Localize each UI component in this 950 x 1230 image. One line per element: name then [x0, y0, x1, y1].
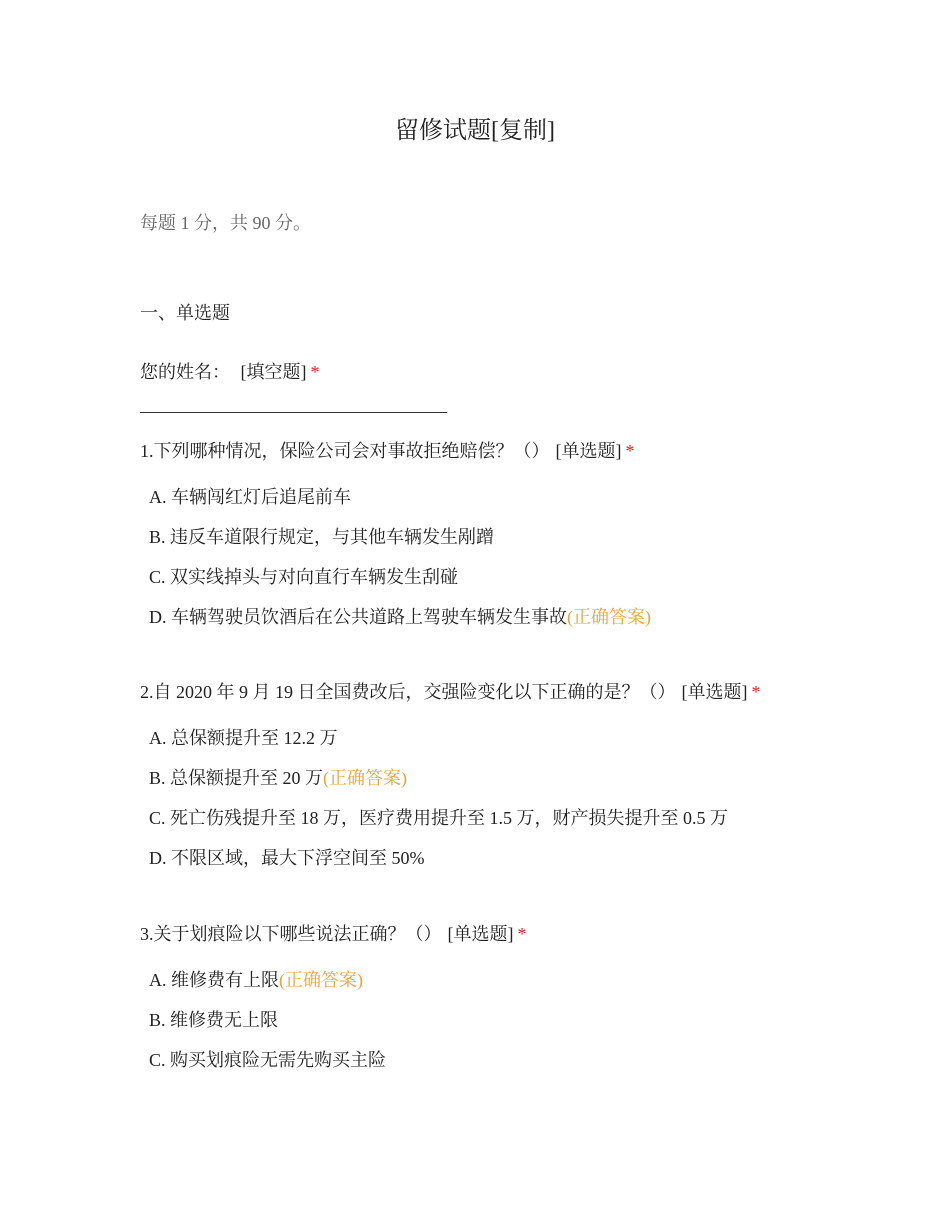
option-list [140, 726, 900, 870]
intro-text: 每题 1 分，共 90 分。 [140, 213, 311, 233]
required-mark: * [517, 924, 527, 944]
option-list [140, 485, 900, 629]
option-d[interactable] [149, 605, 900, 629]
question-title [140, 439, 900, 463]
option-c[interactable] [149, 806, 900, 830]
question-3 [140, 922, 900, 1088]
option-label: A. 维修费有上限 [149, 970, 279, 990]
option-c[interactable] [149, 1048, 900, 1072]
option-label: A. 车辆闯红灯后追尾前车 [149, 487, 351, 507]
option-a[interactable] [149, 485, 900, 509]
name-question-type: [填空题] [240, 362, 307, 382]
question-type: [单选题] [447, 924, 514, 944]
option-label: C. 购买划痕险无需先购买主险 [149, 1050, 387, 1070]
option-label: D. 车辆驾驶员饮酒后在公共道路上驾驶车辆发生事故 [149, 607, 567, 627]
name-question-label: 您的姓名： [140, 362, 230, 382]
option-list [140, 968, 900, 1072]
option-c[interactable] [149, 565, 900, 589]
option-b[interactable] [149, 525, 900, 549]
correct-answer-tag: (正确答案) [279, 970, 363, 990]
question-title [140, 922, 900, 946]
question-type: [单选题] [555, 441, 622, 461]
section-heading: 一、单选题 [140, 303, 230, 323]
option-label: C. 双实线掉头与对向直行车辆发生刮碰 [149, 567, 459, 587]
option-a[interactable] [149, 968, 900, 992]
option-b[interactable] [149, 1008, 900, 1032]
question-text: 2.自 2020 年 9 月 19 日全国费改后，交强险变化以下正确的是？（） [140, 682, 676, 702]
question-2 [140, 680, 900, 886]
question-type: [单选题] [681, 682, 748, 702]
option-label: B. 违反车道限行规定，与其他车辆发生剐蹭 [149, 527, 495, 547]
option-label: B. 总保额提升至 20 万 [149, 768, 324, 788]
page-title: 留修试题[复制] [395, 118, 555, 144]
option-a[interactable] [149, 726, 900, 750]
name-question [140, 358, 320, 384]
option-label: D. 不限区域，最大下浮空间至 50% [149, 848, 425, 868]
correct-answer-tag: (正确答案) [567, 607, 651, 627]
required-mark: * [751, 682, 761, 702]
name-input-line[interactable] [140, 393, 447, 413]
option-label: B. 维修费无上限 [149, 1010, 279, 1030]
option-label: C. 死亡伤残提升至 18 万，医疗费用提升至 1.5 万，财产损失提升至 0.5 万 [149, 808, 729, 828]
question-text: 1.下列哪种情况，保险公司会对事故拒绝赔偿？（） [140, 441, 550, 461]
required-mark: * [625, 441, 635, 461]
question-title [140, 680, 900, 704]
question-1 [140, 439, 900, 645]
correct-answer-tag: (正确答案) [323, 768, 408, 788]
required-mark: * [310, 362, 320, 382]
question-text: 3.关于划痕险以下哪些说法正确？（） [140, 924, 442, 944]
option-b[interactable] [149, 766, 900, 790]
option-label: A. 总保额提升至 12.2 万 [149, 728, 338, 748]
option-d[interactable] [149, 846, 900, 870]
